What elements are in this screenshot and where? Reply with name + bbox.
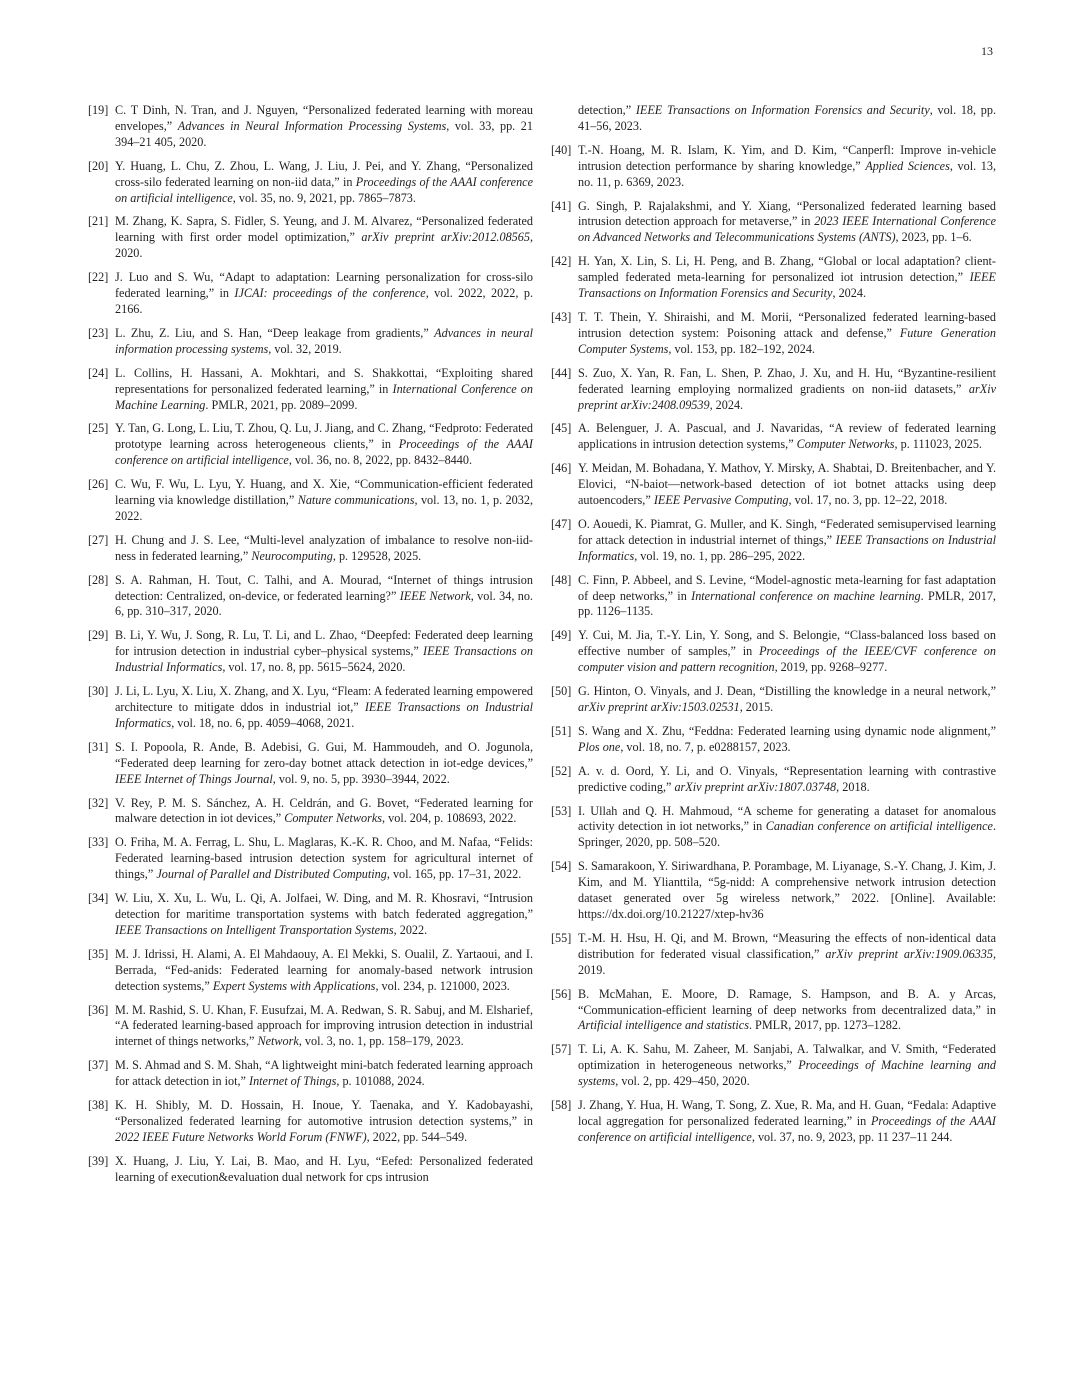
reference-tail: , vol. 18, no. 7, p. e0288157, 2023. xyxy=(620,739,791,754)
reference-item xyxy=(551,517,996,565)
reference-body: W. Liu, X. Xu, L. Wu, L. Qi, A. Jolfaei, W. Ding, and M. R. Khosravi, “Intrusion detection for maritime transportation systems with batch federated aggregation,” xyxy=(115,891,533,921)
reference-venue: IEEE Internet of Things Journal xyxy=(115,771,273,786)
reference-number: [20] xyxy=(88,158,109,173)
reference-tail: , vol. 3, no. 1, pp. 158–179, 2023. xyxy=(298,1034,464,1049)
reference-number: [46] xyxy=(551,461,572,476)
reference-body: G. Singh, P. Rajalakshmi, and Y. Xiang, “Personalized federated learning based intrusion detection approach for metaverse,” in xyxy=(578,198,996,229)
reference-item xyxy=(88,1058,533,1090)
reference-text xyxy=(578,461,996,509)
reference-item xyxy=(551,628,996,676)
reference-item xyxy=(551,987,996,1035)
reference-body: S. A. Rahman, H. Tout, C. Talhi, and A. Mourad, “Internet of things intrusion detection: Centralized, on-device, or federated learning?” xyxy=(115,572,533,603)
reference-item xyxy=(551,931,996,979)
reference-body: S. I. Popoola, R. Ande, B. Adebisi, G. Gui, M. Hammoudeh, and O. Jogunola, “Federated deep learning for zero-day botnet attack detection in iot-edge devices,” xyxy=(115,739,533,770)
reference-item xyxy=(551,724,996,756)
reference-body: S. Zuo, X. Yan, R. Fan, L. Shen, P. Zhao, J. Xu, and H. Hu, “Byzantine-resilient federated learning employing normalized gradients on non-iid datasets,” xyxy=(578,365,996,396)
reference-item xyxy=(88,1003,533,1051)
reference-number: [53] xyxy=(551,803,572,818)
reference-item xyxy=(551,684,996,716)
reference-tail: , 2024. xyxy=(709,397,744,412)
reference-body: Y. Meidan, M. Bohadana, Y. Mathov, Y. Mirsky, A. Shabtai, D. Breitenbacher, and Y. Elovici, “N-baiot—network-based detection of iot botnet attacks using deep autoencoders,” xyxy=(578,461,996,508)
reference-venue: Internet of Things xyxy=(249,1074,337,1089)
reference-text xyxy=(578,859,996,923)
reference-text xyxy=(578,628,996,676)
reference-item xyxy=(88,740,533,788)
reference-tail: , vol. 13, no. 11, p. 6369, 2023. xyxy=(578,158,996,189)
reference-body: S. Samarakoon, Y. Siriwardhana, P. Porambage, M. Liyanage, S.-Y. Chang, J. Kim, J. Kim, and M. Ylianttila, “5g-nidd: A comprehensive network intrusion detection dataset generated over 5g wireless network,” 2022. [Online]. Available: https://dx.doi.org/10.21227/xtep-hv36 xyxy=(578,859,996,921)
reference-venue: arXiv preprint arXiv:2012.08565 xyxy=(361,230,530,245)
reference-tail: , vol. 19, no. 1, pp. 286–295, 2022. xyxy=(634,548,806,563)
reference-tail: , p. 129528, 2025. xyxy=(332,548,422,563)
reference-venue: International Conference on Machine Learning xyxy=(115,381,533,412)
reference-tail: , 2015. xyxy=(739,700,774,714)
reference-body: C. Finn, P. Abbeel, and S. Levine, “Model-agnostic meta-learning for fast adaptation of deep networks,” in xyxy=(578,572,996,603)
reference-venue: Advances in Neural Information Processing Systems xyxy=(177,118,447,133)
reference-tail: . Springer, 2020, pp. 508–520. xyxy=(578,819,996,850)
reference-venue: Nature communications xyxy=(297,493,415,508)
reference-text xyxy=(115,1098,533,1146)
reference-number: [38] xyxy=(88,1098,109,1113)
reference-number: [49] xyxy=(551,628,572,643)
reference-number: [44] xyxy=(551,365,572,380)
reference-number: [37] xyxy=(88,1058,109,1073)
reference-text xyxy=(578,684,996,716)
reference-body: O. Friha, M. A. Ferrag, L. Shu, L. Maglaras, K.-K. R. Choo, and M. Nafaa, “Felids: Federated learning-based intrusion detection system for agricultural internet of things,” xyxy=(115,835,533,882)
reference-text xyxy=(578,724,996,756)
reference-text xyxy=(115,477,533,525)
reference-body: M. S. Ahmad and S. M. Shah, “A lightweight mini-batch federated learning approach for attack detection in iot,” xyxy=(115,1058,533,1089)
reference-item xyxy=(551,573,996,621)
reference-tail: , vol. 37, no. 9, 2023, pp. 11 237–11 244. xyxy=(751,1129,953,1144)
reference-tail: . PMLR, 2017, pp. 1273–1282. xyxy=(748,1018,901,1033)
reference-venue: Applied Sciences xyxy=(865,158,950,173)
reference-tail: , vol. 234, p. 121000, 2023. xyxy=(375,978,510,993)
reference-venue: arXiv preprint arXiv:2408.09539 xyxy=(578,381,996,412)
reference-body: H. Chung and J. S. Lee, “Multi-level analyzation of imbalance to resolve non-iid-ness in federated learning,” xyxy=(115,532,533,563)
reference-venue: IEEE Transactions on Industrial Informatics xyxy=(115,700,533,730)
reference-tail: , vol. 18, pp. 41–56, 2023. xyxy=(578,103,997,133)
reference-text xyxy=(115,947,533,995)
reference-text xyxy=(115,1058,533,1090)
reference-number: [36] xyxy=(88,1002,109,1017)
reference-venue: Plos one xyxy=(578,739,621,754)
reference-body: I. Ullah and Q. H. Mahmoud, “A scheme for generating a dataset for anomalous activity detection in iot networks,” in xyxy=(578,803,996,834)
reference-tail: , p. 111023, 2025. xyxy=(894,437,982,452)
reference-text xyxy=(578,1098,996,1146)
references-left-column xyxy=(88,103,533,1194)
reference-text xyxy=(115,740,533,788)
reference-number: [52] xyxy=(551,763,572,778)
reference-body: T.-M. H. Hsu, H. Qi, and M. Brown, “Measuring the effects of non-identical data distribution for federated visual classification,” xyxy=(578,930,996,961)
reference-tail: , vol. 34, no. 6, pp. 310–317, 2020. xyxy=(115,588,533,619)
reference-venue: IEEE Transactions on Industrial Informatics xyxy=(115,644,533,675)
reference-number: [40] xyxy=(551,142,572,157)
reference-item xyxy=(88,421,533,469)
reference-item xyxy=(88,573,533,621)
reference-venue: Artificial intelligence and statistics xyxy=(578,1018,749,1033)
reference-number: [43] xyxy=(551,309,572,324)
reference-item xyxy=(551,1042,996,1090)
reference-body: C. T Dinh, N. Tran, and J. Nguyen, “Personalized federated learning with moreau envelopes,” xyxy=(115,103,533,133)
reference-venue: 2022 IEEE Future Networks World Forum (FNWF) xyxy=(115,1129,367,1144)
reference-number: [26] xyxy=(88,477,109,492)
reference-tail: , vol. 17, no. 3, pp. 12–22, 2018. xyxy=(788,493,948,508)
references-right-column xyxy=(551,103,996,1154)
reference-number: [22] xyxy=(88,270,109,285)
reference-body: A. v. d. Oord, Y. Li, and O. Vinyals, “Representation learning with contrastive predictive coding,” xyxy=(578,763,996,794)
reference-body: T.-N. Hoang, M. R. Islam, K. Yim, and D. Kim, “Canperfl: Improve in-vehicle intrusion detection performance by sharing knowledge,” xyxy=(578,142,996,173)
reference-body: H. Yan, X. Lin, S. Li, H. Peng, and B. Zhang, “Global or local adaptation? client-sampled federated meta-learning for personalized iot intrusion detection,” xyxy=(578,254,996,285)
reference-number: [25] xyxy=(88,421,109,436)
reference-body: Y. Tan, G. Long, L. Liu, T. Zhou, Q. Lu, J. Jiang, and C. Zhang, “Fedproto: Federated prototype learning across heterogeneous clients,” in xyxy=(115,421,533,452)
reference-tail: , vol. 9, no. 5, pp. 3930–3944, 2022. xyxy=(272,771,450,786)
reference-venue: arXiv preprint arXiv:1807.03748 xyxy=(674,779,837,794)
page-number: 13 xyxy=(981,44,993,58)
reference-number: [50] xyxy=(551,684,572,699)
reference-venue: IEEE Transactions on Information Forensics and Security xyxy=(578,270,996,301)
reference-number: [45] xyxy=(551,421,572,436)
reference-item xyxy=(88,684,533,732)
reference-number: [48] xyxy=(551,572,572,587)
reference-continuation xyxy=(551,103,996,135)
reference-text xyxy=(115,533,533,565)
reference-item xyxy=(551,143,996,191)
reference-text xyxy=(578,573,996,621)
reference-venue: Computer Networks xyxy=(284,811,383,826)
reference-tail: , 2019, pp. 9268–9277. xyxy=(774,660,888,675)
reference-body: B. Li, Y. Wu, J. Song, R. Lu, T. Li, and L. Zhao, “Deepfed: Federated deep learning for intrusion detection in industrial cyber–physical systems,” xyxy=(115,628,533,659)
reference-tail: , vol. 18, no. 6, pp. 4059–4068, 2021. xyxy=(171,715,355,730)
reference-item xyxy=(88,326,533,358)
reference-item xyxy=(88,628,533,676)
reference-tail: , 2022. xyxy=(393,922,428,937)
reference-text xyxy=(115,326,533,358)
reference-body: L. Collins, H. Hassani, A. Mokhtari, and S. Shakkottai, “Exploiting shared representations for personalized federated learning,” in xyxy=(115,365,533,396)
reference-tail: , 2018. xyxy=(836,779,870,794)
reference-venue: Canadian conference on artificial intelligence xyxy=(765,819,993,834)
reference-tail: , 2022, pp. 544–549. xyxy=(366,1129,468,1144)
reference-text xyxy=(115,270,533,318)
reference-tail: . PMLR, 2017, pp. 1126–1135. xyxy=(578,588,996,619)
reference-item xyxy=(88,477,533,525)
reference-venue: 2023 IEEE International Conference on Advanced Networks and Telecommunications Systems (ANTS) xyxy=(578,214,997,245)
reference-text xyxy=(551,103,996,135)
reference-item xyxy=(88,835,533,883)
reference-item xyxy=(88,214,533,262)
reference-body: Y. Cui, M. Jia, T.-Y. Lin, Y. Song, and S. Belongie, “Class-balanced loss based on effective number of samples,” in xyxy=(578,628,996,659)
reference-text xyxy=(578,764,996,796)
reference-number: [47] xyxy=(551,516,572,531)
reference-tail: , vol. 35, no. 9, 2021, pp. 7865–7873. xyxy=(232,190,416,205)
reference-text xyxy=(115,421,533,469)
reference-item xyxy=(88,270,533,318)
reference-number: [28] xyxy=(88,572,109,587)
reference-body: B. McMahan, E. Moore, D. Ramage, S. Hampson, and B. A. y Arcas, “Communication-efficient learning of deep networks from decentralized data,” in xyxy=(578,986,996,1017)
reference-venue: Future Generation Computer Systems xyxy=(578,325,996,356)
reference-venue: International conference on machine learning xyxy=(691,588,921,603)
reference-item xyxy=(88,1098,533,1146)
reference-text xyxy=(578,517,996,565)
reference-text xyxy=(578,1042,996,1090)
reference-number: [29] xyxy=(88,628,109,643)
reference-tail: , p. 101088, 2024. xyxy=(336,1074,425,1089)
reference-item xyxy=(88,103,533,151)
reference-body: V. Rey, P. M. S. Sánchez, A. H. Celdrán, and G. Bovet, “Federated learning for malware detection in iot devices,” xyxy=(115,795,533,826)
reference-item xyxy=(88,796,533,828)
reference-venue: Proceedings of Machine learning and systems xyxy=(578,1058,996,1089)
reference-number: [51] xyxy=(551,723,572,738)
reference-item xyxy=(88,159,533,207)
reference-body: M. Zhang, K. Sapra, S. Fidler, S. Yeung, and J. M. Alvarez, “Personalized federated learning with first order model optimization,” xyxy=(115,214,533,245)
reference-venue: IEEE Transactions on Information Forensics and Security xyxy=(635,103,930,117)
reference-text xyxy=(115,103,533,151)
reference-venue: Network xyxy=(257,1034,299,1049)
reference-number: [55] xyxy=(551,930,572,945)
reference-number: [23] xyxy=(88,325,109,340)
reference-body: S. Wang and X. Zhu, “Feddna: Federated learning using dynamic node alignment,” xyxy=(578,723,996,738)
reference-venue: arXiv preprint arXiv:1503.02531 xyxy=(578,700,740,714)
reference-body: J. Zhang, Y. Hua, H. Wang, T. Song, Z. Xue, R. Ma, and H. Guan, “Fedala: Adaptive local aggregation for personalized federated learning,” in xyxy=(578,1098,996,1128)
reference-item xyxy=(551,764,996,796)
reference-number: [41] xyxy=(551,198,572,213)
reference-number: [27] xyxy=(88,532,109,547)
reference-venue: IEEE Pervasive Computing xyxy=(653,493,789,508)
reference-body: M. M. Rashid, S. U. Khan, F. Eusufzai, M. A. Redwan, S. R. Sabuj, and M. Elsharief, “A federated learning-based approach for improving intrusion detection in industrial internet of things networks,” xyxy=(115,1002,533,1049)
reference-number: [21] xyxy=(88,214,109,229)
reference-tail: , vol. 2, pp. 429–450, 2020. xyxy=(615,1074,750,1089)
reference-text xyxy=(578,931,996,979)
reference-item xyxy=(88,947,533,995)
reference-number: [31] xyxy=(88,739,109,754)
reference-venue: arXiv preprint arXiv:1909.06335 xyxy=(825,946,993,961)
reference-text xyxy=(115,214,533,262)
reference-body: O. Aouedi, K. Piamrat, G. Muller, and K. Singh, “Federated semisupervised learning for attack detection in industrial internet of things,” xyxy=(578,516,996,547)
reference-text xyxy=(115,684,533,732)
reference-venue: IEEE Network xyxy=(399,588,471,603)
reference-tail: , 2023, pp. 1–6. xyxy=(895,230,972,245)
reference-text xyxy=(578,310,996,358)
reference-text xyxy=(115,159,533,207)
reference-item xyxy=(551,421,996,453)
reference-body: G. Hinton, O. Vinyals, and J. Dean, “Distilling the knowledge in a neural network,” xyxy=(578,684,996,699)
reference-number: [19] xyxy=(88,103,109,117)
reference-body: T. Li, A. K. Sahu, M. Zaheer, M. Sanjabi, A. Talwalkar, and V. Smith, “Federated optimization in heterogeneous networks,” xyxy=(578,1042,996,1073)
reference-tail: , vol. 32, 2019. xyxy=(268,341,342,356)
reference-number: [35] xyxy=(88,946,109,961)
reference-tail: , vol. 165, pp. 17–31, 2022. xyxy=(386,867,522,882)
reference-venue: Neurocomputing xyxy=(251,548,333,563)
reference-text xyxy=(115,1003,533,1051)
reference-text xyxy=(115,1154,533,1186)
reference-venue: IEEE Transactions on Industrial Informatics xyxy=(578,532,996,563)
reference-number: [58] xyxy=(551,1098,572,1113)
reference-venue: Proceedings of the IEEE/CVF conference on computer vision and pattern recognition xyxy=(578,644,996,675)
reference-body: M. J. Idrissi, H. Alami, A. El Mahdaouy, A. El Mekki, S. Oualil, Z. Yartaoui, and I. Berrada, “Fed-anids: Federated learning for anomaly-based network intrusion detection systems,” xyxy=(115,946,533,993)
reference-text xyxy=(578,804,996,852)
reference-text xyxy=(115,366,533,414)
reference-item xyxy=(88,366,533,414)
reference-body: L. Zhu, Z. Liu, and S. Han, “Deep leakage from gradients,” xyxy=(115,325,435,340)
reference-number: [42] xyxy=(551,254,572,269)
reference-body: T. T. Thein, Y. Shiraishi, and M. Morii, “Personalized federated learning-based intrusion detection system: Poisoning attack and defense,” xyxy=(578,309,996,340)
reference-body: A. Belenguer, J. A. Pascual, and J. Navaridas, “A review of federated learning applications in intrusion detection systems,” xyxy=(578,421,996,452)
reference-tail: , 2020. xyxy=(115,230,533,261)
reference-text xyxy=(115,573,533,621)
reference-number: [56] xyxy=(551,986,572,1001)
reference-venue: Expert Systems with Applications xyxy=(212,978,376,993)
reference-item xyxy=(551,310,996,358)
reference-number: [32] xyxy=(88,795,109,810)
reference-text xyxy=(578,421,996,453)
reference-number: [24] xyxy=(88,365,109,380)
reference-item xyxy=(88,1154,533,1186)
reference-item xyxy=(88,533,533,565)
reference-venue: Advances in neural information processing systems xyxy=(115,325,534,356)
reference-text xyxy=(578,366,996,414)
reference-item xyxy=(551,254,996,302)
reference-tail: , vol. 204, p. 108693, 2022. xyxy=(382,811,517,826)
reference-tail: , vol. 33, pp. 21 394–21 405, 2020. xyxy=(115,118,533,149)
reference-number: [54] xyxy=(551,859,572,874)
reference-body: J. Luo and S. Wu, “Adapt to adaptation: Learning personalization for cross-silo federated learning,” in xyxy=(115,270,533,301)
reference-venue: Computer Networks xyxy=(796,437,895,452)
reference-venue: IEEE Transactions on Intelligent Transportation Systems xyxy=(115,922,394,937)
reference-body: C. Wu, F. Wu, L. Lyu, Y. Huang, and X. Xie, “Communication-efficient federated learning via knowledge distillation,” xyxy=(115,477,533,508)
reference-text xyxy=(115,796,533,828)
reference-text xyxy=(578,143,996,191)
reference-text xyxy=(578,987,996,1035)
reference-tail: , vol. 36, no. 8, 2022, pp. 8432–8440. xyxy=(288,453,472,468)
reference-number: [57] xyxy=(551,1042,572,1057)
reference-tail: , vol. 153, pp. 182–192, 2024. xyxy=(668,341,815,356)
reference-item xyxy=(88,891,533,939)
reference-body: K. H. Shibly, M. D. Hossain, H. Inoue, Y. Taenaka, and Y. Kadobayashi, “Personalized federated learning for automotive intrusion detection systems,” in xyxy=(115,1098,533,1128)
reference-item xyxy=(551,1098,996,1146)
reference-tail: . PMLR, 2021, pp. 2089–2099. xyxy=(205,397,358,412)
reference-text xyxy=(115,891,533,939)
reference-body: X. Huang, J. Liu, Y. Lai, B. Mao, and H. Lyu, “Eefed: Personalized federated learning of execution&evaluation dual network for cps intrusion xyxy=(115,1153,533,1184)
reference-text xyxy=(578,199,996,247)
reference-item xyxy=(551,366,996,414)
reference-tail: , vol. 13, no. 1, p. 2032, 2022. xyxy=(115,493,534,523)
reference-item xyxy=(551,804,996,852)
reference-body: detection,” xyxy=(578,103,636,117)
reference-venue: Proceedings of the AAAI conference on artificial intelligence xyxy=(578,1113,996,1144)
reference-venue: Proceedings of the AAAI conference on artificial intelligence xyxy=(115,174,533,205)
reference-text xyxy=(578,254,996,302)
reference-body: J. Li, L. Lyu, X. Liu, X. Zhang, and X. Lyu, “Fleam: A federated learning empowered architecture to mitigate ddos in industrial iot,” xyxy=(115,684,533,714)
reference-number: [30] xyxy=(88,684,109,699)
reference-text xyxy=(115,835,533,883)
reference-tail: , vol. 17, no. 8, pp. 5615–5624, 2020. xyxy=(222,660,406,675)
reference-venue: IJCAI: proceedings of the conference xyxy=(234,286,426,301)
reference-item xyxy=(551,859,996,923)
reference-item xyxy=(551,199,996,247)
reference-body: Y. Huang, L. Chu, Z. Zhou, L. Wang, J. Liu, J. Pei, and Y. Zhang, “Personalized cross-silo federated learning on non-iid data,” in xyxy=(115,158,533,189)
reference-item xyxy=(551,461,996,509)
reference-number: [39] xyxy=(88,1153,109,1168)
reference-tail: , vol. 2022, 2022, p. 2166. xyxy=(115,286,533,316)
reference-venue: Proceedings of the AAAI conference on artificial intelligence xyxy=(115,437,533,468)
reference-number: [34] xyxy=(88,891,109,906)
reference-tail: , 2019. xyxy=(578,946,996,977)
reference-venue: Journal of Parallel and Distributed Computing xyxy=(156,867,387,882)
reference-tail: , 2024. xyxy=(832,286,866,301)
reference-text xyxy=(115,628,533,676)
reference-number: [33] xyxy=(88,835,109,850)
